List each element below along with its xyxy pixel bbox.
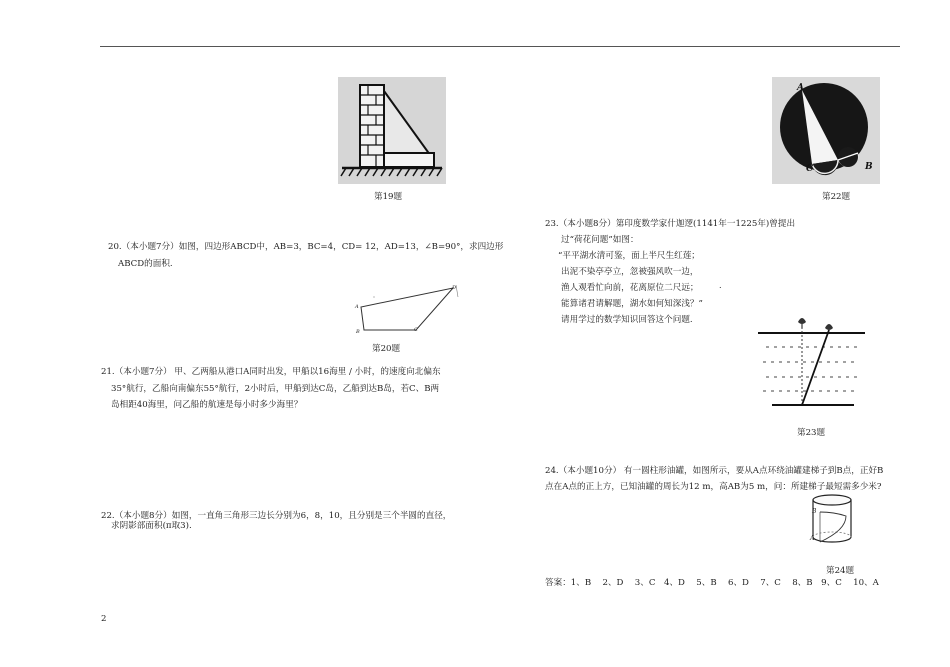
q24-line-1: 24.（本小题10分） 有一圆柱形油罐，如图所示，要从A点环绕油罐建梯子到B点，正好B xyxy=(545,466,884,476)
figure-20-label-d: D xyxy=(452,285,457,291)
q21-line-2: 35°航行，乙船向南偏东55°航行，2小时后，甲船到达C岛，乙船到达B岛，若C、B两 xyxy=(111,384,440,394)
answer-key: 答案：1、B 2、D 3、C 4、D 5、B 6、D 7、C 8、B 9、C 10、A xyxy=(545,578,879,588)
figure-20-label-c: C xyxy=(414,327,418,333)
q21-line-1: 21.（本小题7分） 甲、乙两船从港口A同时出发，甲船以16海里 / 小时，的速度向北偏东 xyxy=(101,367,441,377)
q20-line-2: ABCD的面积. xyxy=(118,259,173,269)
q23-line-7: 请用学过的数学知识回答这个问题. xyxy=(561,315,693,325)
figure-24-label-a: A xyxy=(810,535,815,542)
q23-line-5: 渔人观看忙向前，花离原位二尺远； xyxy=(561,283,699,293)
figure-20-label-a: A xyxy=(355,304,359,310)
stray-dot: . xyxy=(719,281,722,290)
figure-22-label-b: B xyxy=(865,162,873,172)
figure-22-caption: 第22题 xyxy=(822,192,851,202)
q22-line-1: 22.（本小题8分）如图，一直角三角形三边长分别为6，8，10，且分别是三个半圆的直径， xyxy=(101,511,452,521)
header-rule xyxy=(100,46,900,47)
figure-20-label-b: B xyxy=(356,329,360,335)
q23-line-1: 23.（本小题8分）第印度数学家什迦逻(1141年一1225年)曾提出 xyxy=(545,219,796,229)
q23-line-3: “平平湖水清可鉴，面上半尺生红莲； xyxy=(558,251,700,261)
q20-line-1: 20.（本小题7分）如图，四边形ABCD中，AB=3，BC=4，CD= 12，AD=13，∠B=90°，求四边形 xyxy=(108,242,504,252)
figure-19-image xyxy=(338,77,446,184)
figure-20-diagram xyxy=(352,283,467,338)
figure-24-label-b: B xyxy=(812,508,817,515)
q23-line-4: 出泥不染亭亭立，忽被强风吹一边， xyxy=(561,267,699,277)
figure-19-caption: 第19题 xyxy=(374,192,403,202)
q22-line-2: 求阴影部面积(π取3). xyxy=(111,521,192,531)
figure-22-label-a: A xyxy=(797,83,804,93)
figure-22-image xyxy=(772,77,880,184)
figure-20-caption: 第20题 xyxy=(372,344,401,354)
q24-line-2: 点在A点的正上方，已知油罐的周长为12 m，高AB为5 m，问：所建梯子最短需多少米? xyxy=(545,482,882,492)
figure-22-label-c: C xyxy=(806,164,814,174)
page-number: 2 xyxy=(101,614,107,624)
q23-line-6: 能算诸君请解题，湖水如何知深浅？” xyxy=(561,299,703,309)
figure-24-caption: 第24题 xyxy=(826,566,855,576)
q21-line-3: 岛相距40海里，问乙船的航速是每小时多少海里？ xyxy=(111,400,303,410)
figure-23-diagram xyxy=(758,316,868,414)
figure-23-caption: 第23题 xyxy=(797,428,826,438)
q23-line-2: 过“荷花问题”如图： xyxy=(561,235,639,245)
